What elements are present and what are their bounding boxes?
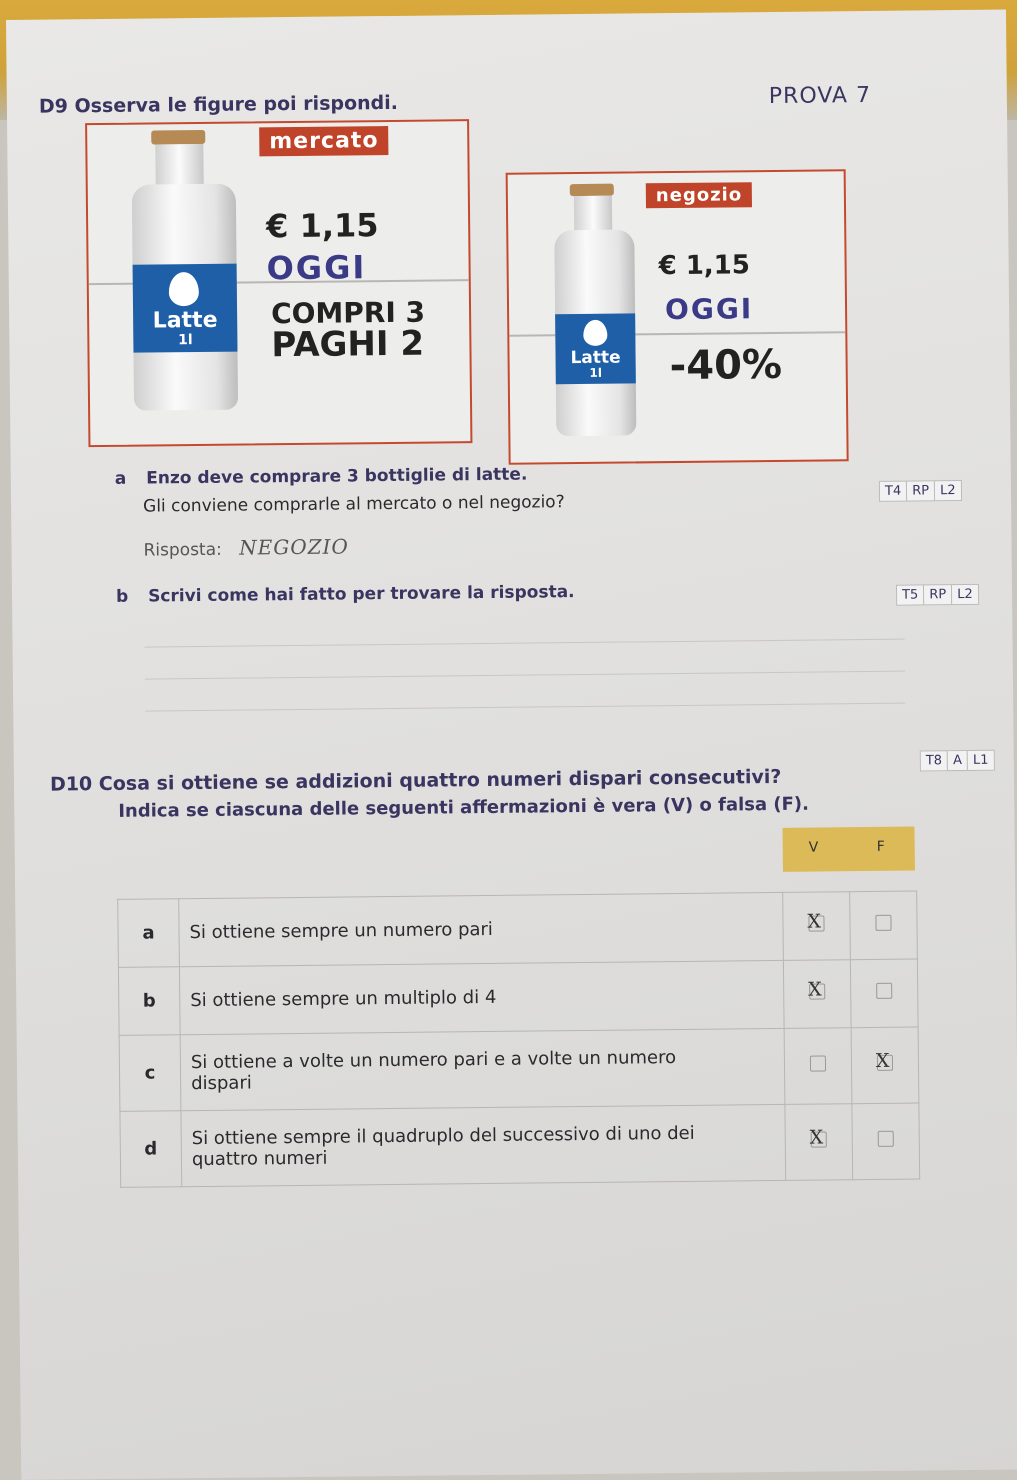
f-cell[interactable] xyxy=(850,959,918,1028)
answer-row xyxy=(143,534,349,560)
answer-line[interactable] xyxy=(145,703,905,712)
check-mark: X xyxy=(807,910,822,933)
negozio-label: negozio xyxy=(646,182,753,208)
question-d10-tags xyxy=(920,750,994,772)
v-cell[interactable] xyxy=(783,960,851,1029)
bottle-cap xyxy=(570,184,614,196)
v-checkbox[interactable] xyxy=(810,1055,826,1071)
v-checkbox[interactable] xyxy=(809,1126,827,1149)
bottle-volume: 1l xyxy=(589,365,603,380)
row-letter: c xyxy=(119,1035,181,1112)
item-letter: a xyxy=(114,468,127,489)
bottle-label-text: Latte xyxy=(152,307,218,334)
bottle-cap xyxy=(151,130,205,145)
tag: A xyxy=(947,750,968,771)
v-checkbox[interactable] xyxy=(808,978,825,1001)
check-mark: X xyxy=(808,978,822,1001)
table-row xyxy=(119,1027,919,1111)
milk-drop-icon xyxy=(169,272,199,306)
mercato-label: mercato xyxy=(259,126,389,156)
question-d9-title xyxy=(39,92,398,118)
true-false-table xyxy=(117,891,920,1188)
question-a-line-2: Gli conviene comprarle al mercato o nel negozio? xyxy=(142,492,565,517)
row-text xyxy=(181,1104,786,1186)
tag: T5 xyxy=(896,584,924,605)
answer-label: Risposta: xyxy=(143,539,222,561)
answer-line[interactable] xyxy=(145,639,905,648)
negozio-oggi: OGGI xyxy=(664,292,754,327)
row-text-line-1: Si ottiene sempre un multiplo di 4 xyxy=(190,986,497,1012)
mercato-oggi: OGGI xyxy=(266,248,367,288)
negozio-promo: -40% xyxy=(669,341,783,390)
milk-drop-icon xyxy=(583,320,607,346)
item-letter: b xyxy=(115,586,129,607)
table-row xyxy=(118,959,918,1035)
negozio-price: € 1,15 xyxy=(658,250,751,282)
row-text-line-2: dispari xyxy=(191,1071,252,1094)
row-text-line-1: Si ottiene a volte un numero pari e a volte un numero xyxy=(190,1046,677,1073)
question-number: D9 xyxy=(38,95,69,118)
item-text: Enzo deve comprare 3 bottiglie di latte. xyxy=(146,464,528,489)
promo-line-2: PAGHI 2 xyxy=(271,324,425,366)
question-b xyxy=(116,582,575,607)
question-number: D10 xyxy=(49,773,93,796)
f-checkbox[interactable] xyxy=(875,1049,893,1072)
question-a-line-1 xyxy=(115,465,528,489)
true-false-header xyxy=(783,827,915,872)
v-cell[interactable] xyxy=(784,1028,852,1105)
tag: RP xyxy=(923,584,952,605)
tag: L2 xyxy=(951,584,979,605)
answer-line[interactable] xyxy=(145,671,905,680)
tag: RP xyxy=(906,480,935,501)
f-cell[interactable] xyxy=(852,1103,920,1180)
question-a-tags xyxy=(879,480,961,502)
mercato-price: € 1,15 xyxy=(265,206,379,246)
question-d10-title xyxy=(50,766,782,796)
row-letter: a xyxy=(118,899,180,968)
bottle-volume: 1l xyxy=(177,332,193,349)
bottle-label-text: Latte xyxy=(570,347,621,369)
table-row xyxy=(120,1103,920,1187)
row-text-line-2: quattro numeri xyxy=(191,1147,328,1170)
row-text xyxy=(179,960,784,1034)
f-checkbox[interactable] xyxy=(875,915,891,931)
f-checkbox[interactable] xyxy=(878,1131,894,1147)
negozio-panel xyxy=(506,169,849,465)
f-cell[interactable] xyxy=(851,1027,919,1104)
tag: L1 xyxy=(967,750,995,771)
row-text-line-1: Si ottiene sempre il quadruplo del successivo di uno dei xyxy=(191,1122,695,1149)
row-text xyxy=(180,1028,785,1110)
tag: L2 xyxy=(934,480,962,501)
item-text: Scrivi come hai fatto per trovare la risposta. xyxy=(148,582,575,607)
test-label: PROVA 7 xyxy=(768,82,872,110)
row-letter: b xyxy=(118,967,180,1036)
handwritten-answer[interactable]: NEGOZIO xyxy=(239,534,350,560)
col-f-label: F xyxy=(876,838,885,855)
question-d10-subtitle: Indica se ciascuna delle seguenti affermazioni è vera (V) o falsa (F). xyxy=(118,793,810,822)
row-text xyxy=(179,892,784,966)
f-cell[interactable] xyxy=(850,891,918,960)
f-checkbox[interactable] xyxy=(876,983,892,999)
v-cell[interactable] xyxy=(785,1104,853,1181)
bottle-label xyxy=(555,313,636,384)
question-b-tags xyxy=(896,584,978,606)
worksheet-page xyxy=(6,10,1017,1480)
question-text: Cosa si ottiene se addizioni quattro numeri dispari consecutivi? xyxy=(98,765,782,796)
v-checkbox[interactable] xyxy=(807,910,824,933)
mercato-panel xyxy=(85,119,472,447)
v-cell[interactable] xyxy=(783,892,851,961)
mercato-promo xyxy=(270,295,426,366)
check-mark: X xyxy=(875,1049,890,1072)
tag: T4 xyxy=(879,481,907,502)
check-mark: X xyxy=(809,1126,824,1149)
promo-line-1: COMPRI 3 xyxy=(270,295,426,331)
col-v-label: V xyxy=(808,839,819,856)
row-letter: d xyxy=(120,1111,182,1188)
row-text-line-1: Si ottiene sempre un numero pari xyxy=(189,918,493,944)
tag: T8 xyxy=(920,750,948,771)
question-text: Osserva le figure poi rispondi. xyxy=(74,91,399,118)
table-row xyxy=(118,891,918,967)
bottle-label xyxy=(133,264,238,353)
